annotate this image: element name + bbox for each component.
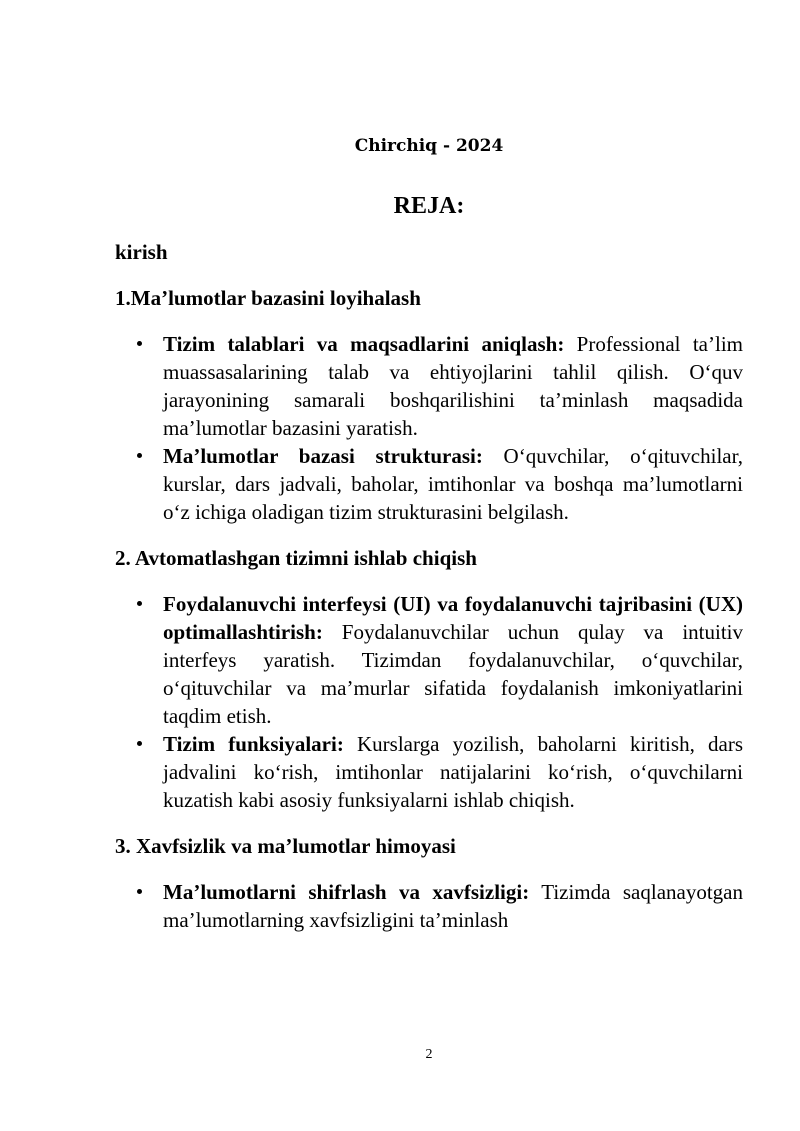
section-heading-2: 2. Avtomatlashgan tizimni ishlab chiqish xyxy=(115,546,477,570)
bullet-term: Ma’lumotlarni shifrlash va xavfsizligi: xyxy=(163,880,530,904)
bullet-icon xyxy=(137,889,142,894)
plan-title: REJA: xyxy=(393,193,465,219)
section-heading-1: 1.Ma’lumotlar bazasini loyihalash xyxy=(115,286,421,310)
bullet-text: O‘quvchilar, o‘qituvchilar, kurslar, dars jadvali, baholar, imtihonlar va boshqa ma’lumotlarni o‘z ichiga oladigan tizim strukturasini belgilash. xyxy=(163,444,743,524)
bullet-text: Professional ta’lim muassasalarining talab va ehtiyojlarini tahlil qilish. O‘quv jarayonining samarali boshqarilishini ta’minlash maqsadida ma’lumotlar bazasini yaratish. xyxy=(163,332,743,440)
bullet-icon xyxy=(137,453,142,458)
page-number: 2 xyxy=(425,1047,433,1062)
bullet-term: Tizim talablari va maqsadlarini aniqlash: xyxy=(163,332,565,356)
bullet-item xyxy=(115,878,743,934)
plan-content xyxy=(115,238,743,952)
intro-heading: kirish xyxy=(115,240,168,264)
bullet-item xyxy=(115,590,743,730)
bullet-item xyxy=(115,330,743,442)
bullet-text: Foydalanuvchilar uchun qulay va intuitiv interfeys yaratish. Tizimdan foydalanuvchilar, o‘quvchilar, o‘qituvchilar va ma’murlar sifatida foydalanish imkoniyatlarini taqdim etish. xyxy=(163,620,743,728)
bullet-item xyxy=(115,730,743,814)
bullet-text: Tizimda saqlanayotgan ma’lumotlarning xavfsizligini ta’minlash xyxy=(163,880,743,932)
bullet-term: Tizim funksiyalari: xyxy=(163,732,344,756)
bullet-icon xyxy=(137,741,142,746)
bullet-icon xyxy=(137,601,142,606)
bullet-term: Foydalanuvchi interfeysi (UI) va foydalanuvchi tajribasini (UX) optimallashtirish: xyxy=(163,592,743,644)
city-year: Chirchiq - 2024 xyxy=(354,136,504,156)
bullet-text: Kurslarga yozilish, baholarni kiritish, dars jadvalini ko‘rish, imtihonlar natijalarini ko‘rish, o‘quvchilarni kuzatish kabi asosiy funksiyalarni ishlab chiqish. xyxy=(163,732,743,812)
bullet-icon xyxy=(137,341,142,346)
section-3-bullets xyxy=(115,878,743,934)
section-heading-3: 3. Xavfsizlik va ma’lumotlar himoyasi xyxy=(115,834,456,858)
bullet-term: Ma’lumotlar bazasi strukturasi: xyxy=(163,444,483,468)
bullet-item xyxy=(115,442,743,526)
section-1-bullets xyxy=(115,330,743,526)
section-2-bullets xyxy=(115,590,743,814)
